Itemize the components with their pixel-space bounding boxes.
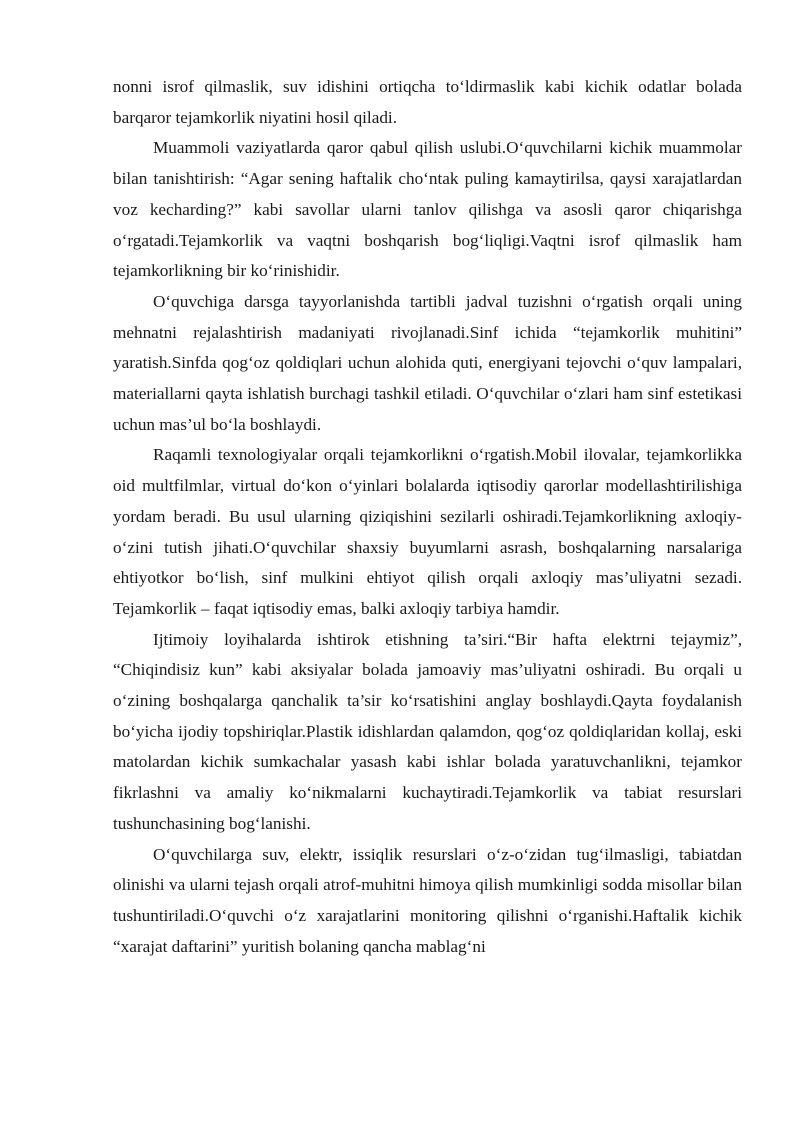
- paragraph-classroom-environment: O‘quvchiga darsga tayyorlanishda tartibli jadval tuzishni o‘rgatish orqali uning mehnatni rejalashtirish madaniyati rivojlanadi.Sinf ichida “tejamkorlik muhitini” yaratish.Sinfda qog‘oz qoldiqlari uchun alohida quti, energiyani tejovchi o‘quv lampalari, materiallarni qayta ishlatish burchagi tashkil etiladi. O‘quvchilar o‘zlari ham sinf estetikasi uchun mas’ul bo‘la boshlaydi.: [113, 291, 742, 434]
- paragraph-continuation: nonni isrof qilmaslik, suv idishini ortiqcha to‘ldirmaslik kabi kichik odatlar bolada barqaror tejamkorlik niyatini hosil qiladi.: [113, 77, 742, 127]
- paragraph-problem-solving: Muammoli vaziyatlarda qaror qabul qilish uslubi.O‘quvchilarni kichik muammolar bilan tanishtirish: “Agar sening haftalik cho‘ntak puling kamaytirilsa, qaysi xarajatlardan voz kecharding?” kabi savollar ularni tanlov qilishga va asosli qaror chiqarishga o‘rgatadi.Tejamkorlik va vaqtni boshqarish bog‘liqligi.Vaqtni isrof qilmaslik ham tejamkorlikning bir ko‘rinishidir.: [113, 138, 742, 281]
- paragraph-digital-technologies: Raqamli texnologiyalar orqali tejamkorlikni o‘rgatish.Mobil ilovalar, tejamkorlikka oid multfilmlar, virtual do‘kon o‘yinlari bolalarda iqtisodiy qarorlar modellashtirilishiga yordam beradi. Bu usul ularning qiziqishini sezilarli oshiradi.Tejamkorlikning axloqiy-o‘zini tutish jihati.O‘quvchilar shaxsiy buyumlarni asrash, boshqalarning narsalariga ehtiyotkor bo‘lish, sinf mulkini ehtiyot qilish orqali axloqiy mas’uliyatni sezadi. Tejamkorlik – faqat iqtisodiy emas, balki axloqiy tarbiya hamdir.: [113, 445, 742, 618]
- document-page: [113, 72, 742, 962]
- paragraph-social-projects: Ijtimoiy loyihalarda ishtirok etishning ta’siri.“Bir hafta elektrni tejaymiz”, “Chiqindisiz kun” kabi aksiyalar bolada jamoaviy mas’uliyatni oshiradi. Bu orqali u o‘zining boshqalarga qanchalik ta’sir ko‘rsatishini anglay boshlaydi.Qayta foydalanish bo‘yicha ijodiy topshiriqlar.Plastik idishlardan qalamdon, qog‘oz qoldiqlaridan kollaj, eski matolardan kichik sumkachalar yasash kabi ishlar bolada yaratuvchanlikni, tejamkor fikrlashni va amaliy ko‘nikmalarni kuchaytiradi.Tejamkorlik va tabiat resurslari tushunchasining bog‘lanishi.: [113, 629, 742, 833]
- paragraph-natural-resources: O‘quvchilarga suv, elektr, issiqlik resurslari o‘z-o‘zidan tug‘ilmasligi, tabiatdan olinishi va ularni tejash orqali atrof-muhitni himoya qilish mumkinligi sodda misollar bilan tushuntiriladi.O‘quvchi o‘z xarajatlarini monitoring qilishni o‘rganishi.Haftalik kichik “xarajat daftarini” yuritish bolaning qancha mablag‘ni: [113, 844, 742, 956]
